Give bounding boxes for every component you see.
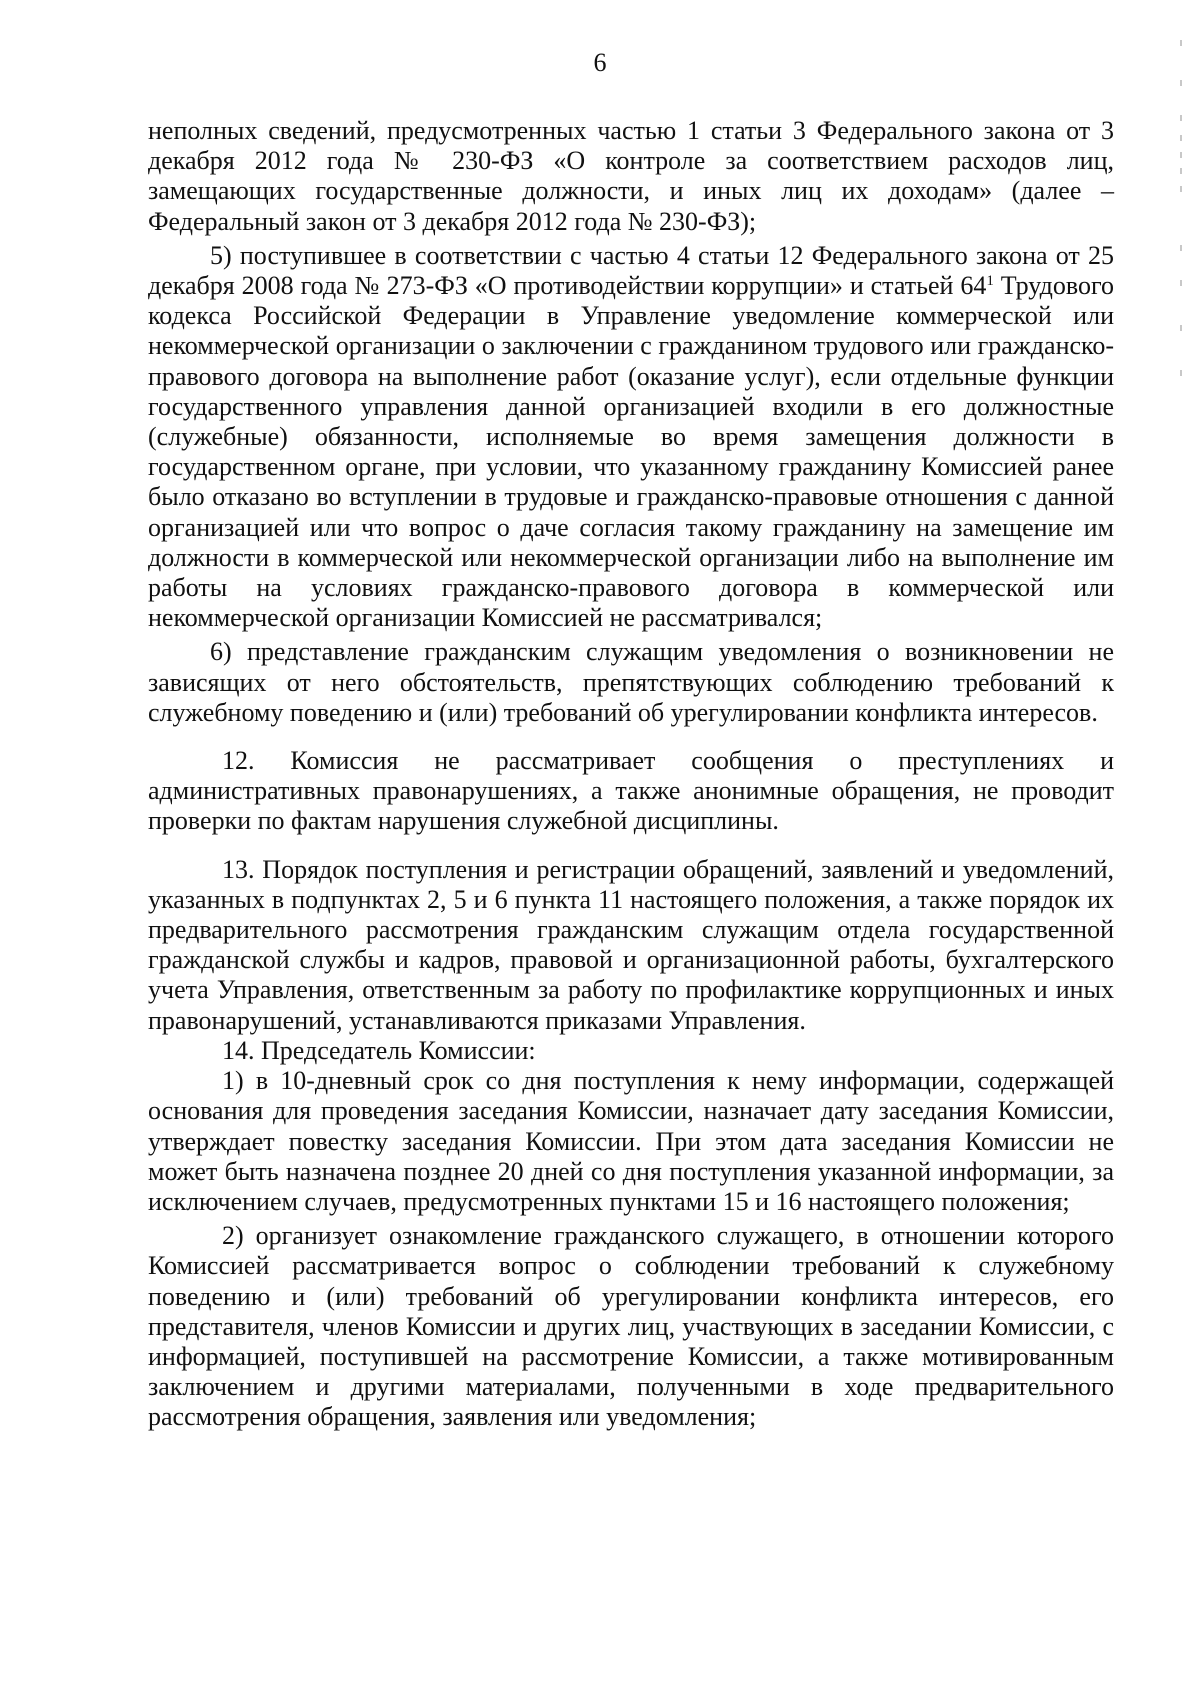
article-superscript: 1 — [986, 273, 994, 290]
paragraph-item-6: 6) представление гражданским служащим уведомления о возникновении не зависящих от него обстоятельств, препятствующих соблюдению требований к служебному поведению и (или) требований об урегулировании конфликта интересов. — [148, 637, 1114, 727]
scan-margin-marks — [1180, 40, 1184, 400]
paragraph-clause-12: 12. Комиссия не рассматривает сообщения о преступлениях и административных правонарушениях, а также анонимные обращения, не проводит проверки по фактам нарушения служебной дисциплины. — [148, 746, 1114, 836]
paragraph-item-5 — [148, 241, 1114, 634]
paragraph-item-5-text-end: Трудового кодекса Российской Федерации в Управление уведомление коммерческой или некоммерческой организации о заключении с гражданином трудового или гражданско-правового договора на выполнение работ (оказание услуг), если отдельные функции государственного управления данной организацией входили в его должностные (служебные) обязанности, исполняемые во время замещения должности в государственном органе, при условии, что указанному гражданину Комиссией ранее было отказано во вступлении в трудовые и гражданско-правовые отношения с данной организацией или что вопрос о даче согласия такому гражданину на замещение им должности в коммерческой или некоммерческой организации либо на выполнение им работы на условиях гражданско-правового договора в коммерческой или некоммерческой организации Комиссией не рассматривался; — [148, 271, 1114, 633]
paragraph-clause-14-item-1: 1) в 10-дневный срок со дня поступления к нему информации, содержащей основания для проведения заседания Комиссии, назначает дату заседания Комиссии, утверждает повестку заседания Комиссии. При этом дата заседания Комиссии не может быть назначена позднее 20 дней со дня поступления указанной информации, за исключением случаев, предусмотренных пунктами 15 и 16 настоящего положения; — [148, 1066, 1114, 1216]
paragraph-clause-14-item-2: 2) организует ознакомление гражданского служащего, в отношении которого Комиссией рассматривается вопрос о соблюдении требований к служебному поведению и (или) требований об урегулировании конфликта интересов, его представителя, членов Комиссии и других лиц, участвующих в заседании Комиссии, с информацией, поступившей на рассмотрение Комиссии, а также мотивированным заключением и другими материалами, полученными в ходе предварительного рассмотрения обращения, заявления или уведомления; — [148, 1221, 1114, 1432]
paragraph-clause-13: 13. Порядок поступления и регистрации обращений, заявлений и уведомлений, указанных в подпунктах 2, 5 и 6 пункта 11 настоящего положения, а также порядок их предварительного рассмотрения гражданским служащим отдела государственной гражданской службы и кадров, правовой и организационной работы, бухгалтерского учета Управления, ответственным за работу по профилактике коррупционных и иных правонарушений, устанавливаются приказами Управления. — [148, 854, 1114, 1035]
paragraph-continuation: неполных сведений, предусмотренных частью 1 статьи 3 Федерального закона от 3 декабря 2012 года № 230-ФЗ «О контроле за соответствием расходов лиц, замещающих государственные должности, и иных лиц их доходам» (далее – Федеральный закон от 3 декабря 2012 года № 230-ФЗ); — [148, 116, 1114, 236]
page-number: 6 — [593, 48, 607, 77]
paragraph-item-5-text-start: 5) поступившее в соответствии с частью 4 статьи 12 Федерального закона от 25 декабря 2008 года № 273-ФЗ «О противодействии коррупции» и статьей 64 — [148, 240, 1114, 301]
document-body — [148, 116, 1114, 1433]
paragraph-clause-14: 14. Председатель Комиссии: — [222, 1035, 536, 1065]
